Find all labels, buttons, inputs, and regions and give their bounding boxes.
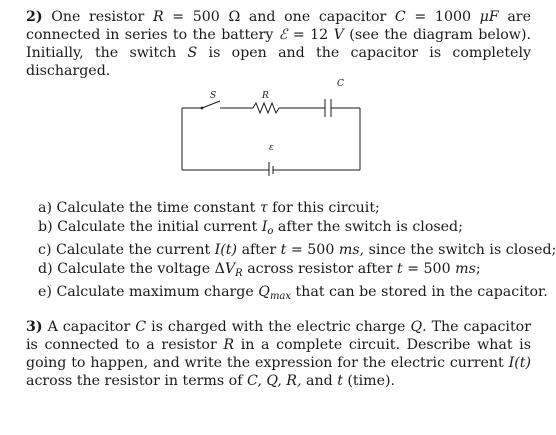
- subscript: R: [235, 268, 243, 279]
- math-var: C, Q, R,: [246, 373, 302, 389]
- text: (time).: [342, 373, 396, 389]
- math-var: R: [223, 337, 235, 353]
- text: across resistor after: [242, 261, 397, 277]
- text: and: [301, 373, 338, 389]
- text: ;: [475, 261, 481, 277]
- math-var: τ: [259, 200, 268, 216]
- switch-pivot: [201, 107, 204, 110]
- text: . The capacitor is connected to a resistor: [26, 319, 531, 353]
- math-var: t: [337, 373, 343, 389]
- text: A capacitor: [47, 319, 136, 335]
- text: e) Calculate maximum charge: [38, 284, 259, 300]
- math-var: Q: [410, 319, 423, 335]
- text: One resistor: [51, 9, 153, 25]
- math-var: Q: [258, 284, 270, 300]
- subscript: max: [269, 291, 292, 302]
- text: c) Calculate the current: [38, 242, 215, 258]
- text: = 12: [287, 27, 334, 43]
- battery-label: ε: [269, 143, 274, 153]
- text: that can be stored in the capacitor.: [291, 284, 548, 300]
- text: is charged with the electric charge: [146, 319, 411, 335]
- capacitor-label: C: [337, 79, 344, 89]
- text: = 500 Ω and one capacitor: [163, 9, 395, 25]
- math-var: C: [135, 319, 147, 335]
- resistor-label: R: [262, 91, 269, 101]
- math-var: C: [394, 9, 406, 25]
- problem-3-number: 3): [26, 319, 43, 335]
- problem-2-questions: [38, 199, 556, 306]
- math-var: I: [261, 219, 268, 235]
- rc-circuit-diagram: [170, 76, 370, 176]
- math-var: ℰ: [278, 27, 288, 43]
- math-var: I(t): [508, 355, 531, 371]
- math-unit: μF: [479, 9, 499, 25]
- text: b) Calculate the initial current: [38, 219, 262, 235]
- math-var: I(t): [214, 242, 238, 258]
- text: are connected in series to the battery: [26, 9, 531, 43]
- resistor-symbol: [253, 103, 279, 113]
- text: d) Calculate the voltage Δ: [38, 261, 225, 277]
- question-c: [38, 241, 556, 260]
- math-unit: ms: [338, 242, 360, 258]
- text: , since the switch is closed;: [359, 242, 556, 258]
- problem-3-statement: [26, 318, 531, 390]
- question-e: [38, 283, 548, 306]
- text: for this circuit;: [267, 200, 380, 216]
- math-var: V: [224, 261, 236, 277]
- subscript: o: [267, 226, 274, 237]
- math-unit: ms: [455, 261, 476, 277]
- problem-2-number: 2): [26, 9, 43, 25]
- text: a) Calculate the time constant: [38, 200, 260, 216]
- text: after the switch is closed;: [273, 219, 463, 235]
- text: after: [237, 242, 281, 258]
- question-b: [38, 218, 538, 241]
- text: = 500: [286, 242, 339, 258]
- math-var: t: [396, 261, 403, 277]
- math-var: S: [187, 45, 198, 61]
- question-d: [38, 260, 538, 283]
- text: = 1000: [405, 9, 480, 25]
- text: in a complete circuit. Describe what is going to happen, and write the expression for the electric current: [26, 337, 531, 371]
- math-var: R: [152, 9, 164, 25]
- switch-blade[interactable]: [202, 101, 220, 108]
- text: across the resistor in terms of: [26, 373, 247, 389]
- text: = 500: [402, 261, 456, 277]
- math-var: t: [280, 242, 287, 258]
- text: is open and the capacitor is completely discharged.: [26, 45, 532, 79]
- problem-2-statement: [26, 8, 531, 80]
- switch-label: S: [210, 91, 217, 101]
- math-unit: V: [333, 27, 344, 43]
- text: (see the diagram below). Initially, the switch: [26, 27, 531, 61]
- question-a: [38, 199, 538, 218]
